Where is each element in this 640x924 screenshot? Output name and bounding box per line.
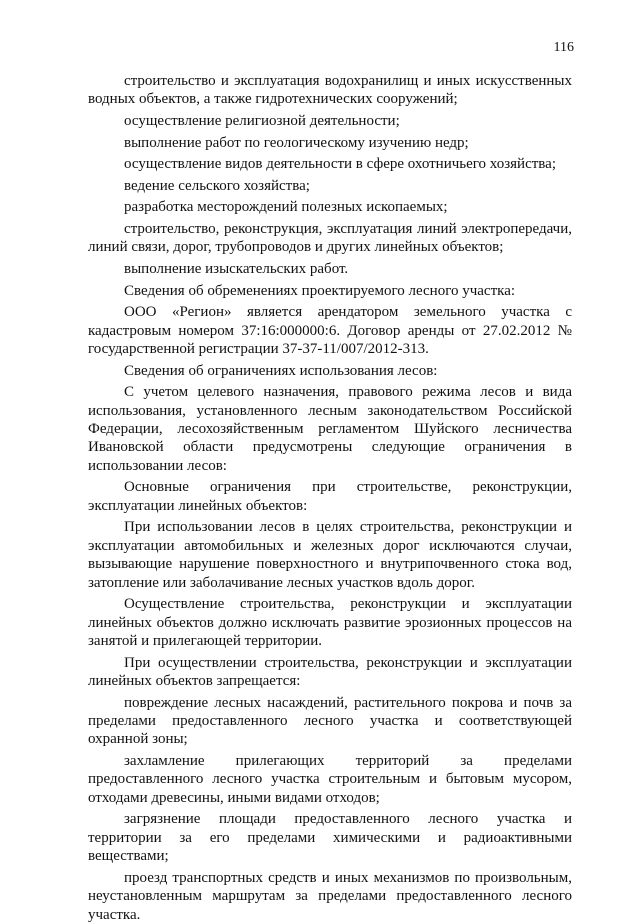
paragraph: повреждение лесных насаждений, растительного покрова и почв за пределами предоставленного лесного участка и соответствующей охранной зоны; bbox=[88, 694, 572, 748]
paragraph: При использовании лесов в целях строительства, реконструкции и эксплуатации автомобильных и железных дорог исключаются случаи, вызывающие нарушение поверхностного и внутрипочвенного стока вод, затопление или заболачивание лесных участков вдоль дорог. bbox=[88, 519, 572, 591]
body-text bbox=[88, 72, 572, 924]
paragraph: ведение сельского хозяйства; bbox=[124, 177, 310, 194]
paragraph: проезд транспортных средств и иных механизмов по произвольным, неустановленным маршрутам за пределами предоставленного лесного участка. bbox=[88, 869, 572, 923]
paragraph: При осуществлении строительства, реконструкции и эксплуатации линейных объектов запрещается: bbox=[88, 654, 572, 689]
paragraph: загрязнение площади предоставленного лесного участка и территории за его пределами химическими и радиоактивными веществами; bbox=[88, 811, 572, 865]
paragraph: Сведения об обременениях проектируемого лесного участка: bbox=[124, 282, 516, 299]
paragraph: захламление прилегающих территорий за пределами предоставленного лесного участка строительным и бытовым мусором, отходами древесины, иными видами отходов; bbox=[88, 753, 572, 806]
page-number: 116 bbox=[553, 40, 574, 55]
paragraph: разработка месторождений полезных ископаемых; bbox=[124, 199, 448, 216]
paragraph: строительство, реконструкция, эксплуатация линий электропередачи, линий связи, дорог, трубопроводов и других линейных объектов; bbox=[88, 220, 572, 256]
paragraph: ООО «Регион» является арендатором земельного участка с кадастровым номером 37:16:000000:6. Договор аренды от 27.02.2012 № государственной регистрации 37-37-11/007/2012-313. bbox=[88, 304, 572, 357]
paragraph: строительство и эксплуатация водохранилищ и иных искусственных водных объектов, а также гидротехнических сооружений; bbox=[88, 73, 572, 108]
paragraph: Осуществление строительства, реконструкции и эксплуатации линейных объектов должно исключать развитие эрозионных процессов на занятой и прилегающей территории. bbox=[88, 596, 572, 649]
paragraph: выполнение работ по геологическому изучению недр; bbox=[124, 134, 469, 151]
paragraph: Основные ограничения при строительстве, реконструкции, эксплуатации линейных объектов: bbox=[88, 479, 572, 514]
paragraph: выполнение изыскательских работ. bbox=[124, 260, 349, 277]
paragraph: Сведения об ограничениях использования лесов: bbox=[124, 362, 438, 379]
paragraph: С учетом целевого назначения, правового режима лесов и вида использования, установленного лесным законодательством Российской Федерации, лесохозяйственным регламентом Шуйского лесничества Ивановской области предусмотрены следующие ограничения в использовании лесов: bbox=[88, 384, 572, 474]
paragraph: осуществление религиозной деятельности; bbox=[124, 113, 400, 129]
paragraph: осуществление видов деятельности в сфере охотничьего хозяйства; bbox=[124, 156, 557, 173]
